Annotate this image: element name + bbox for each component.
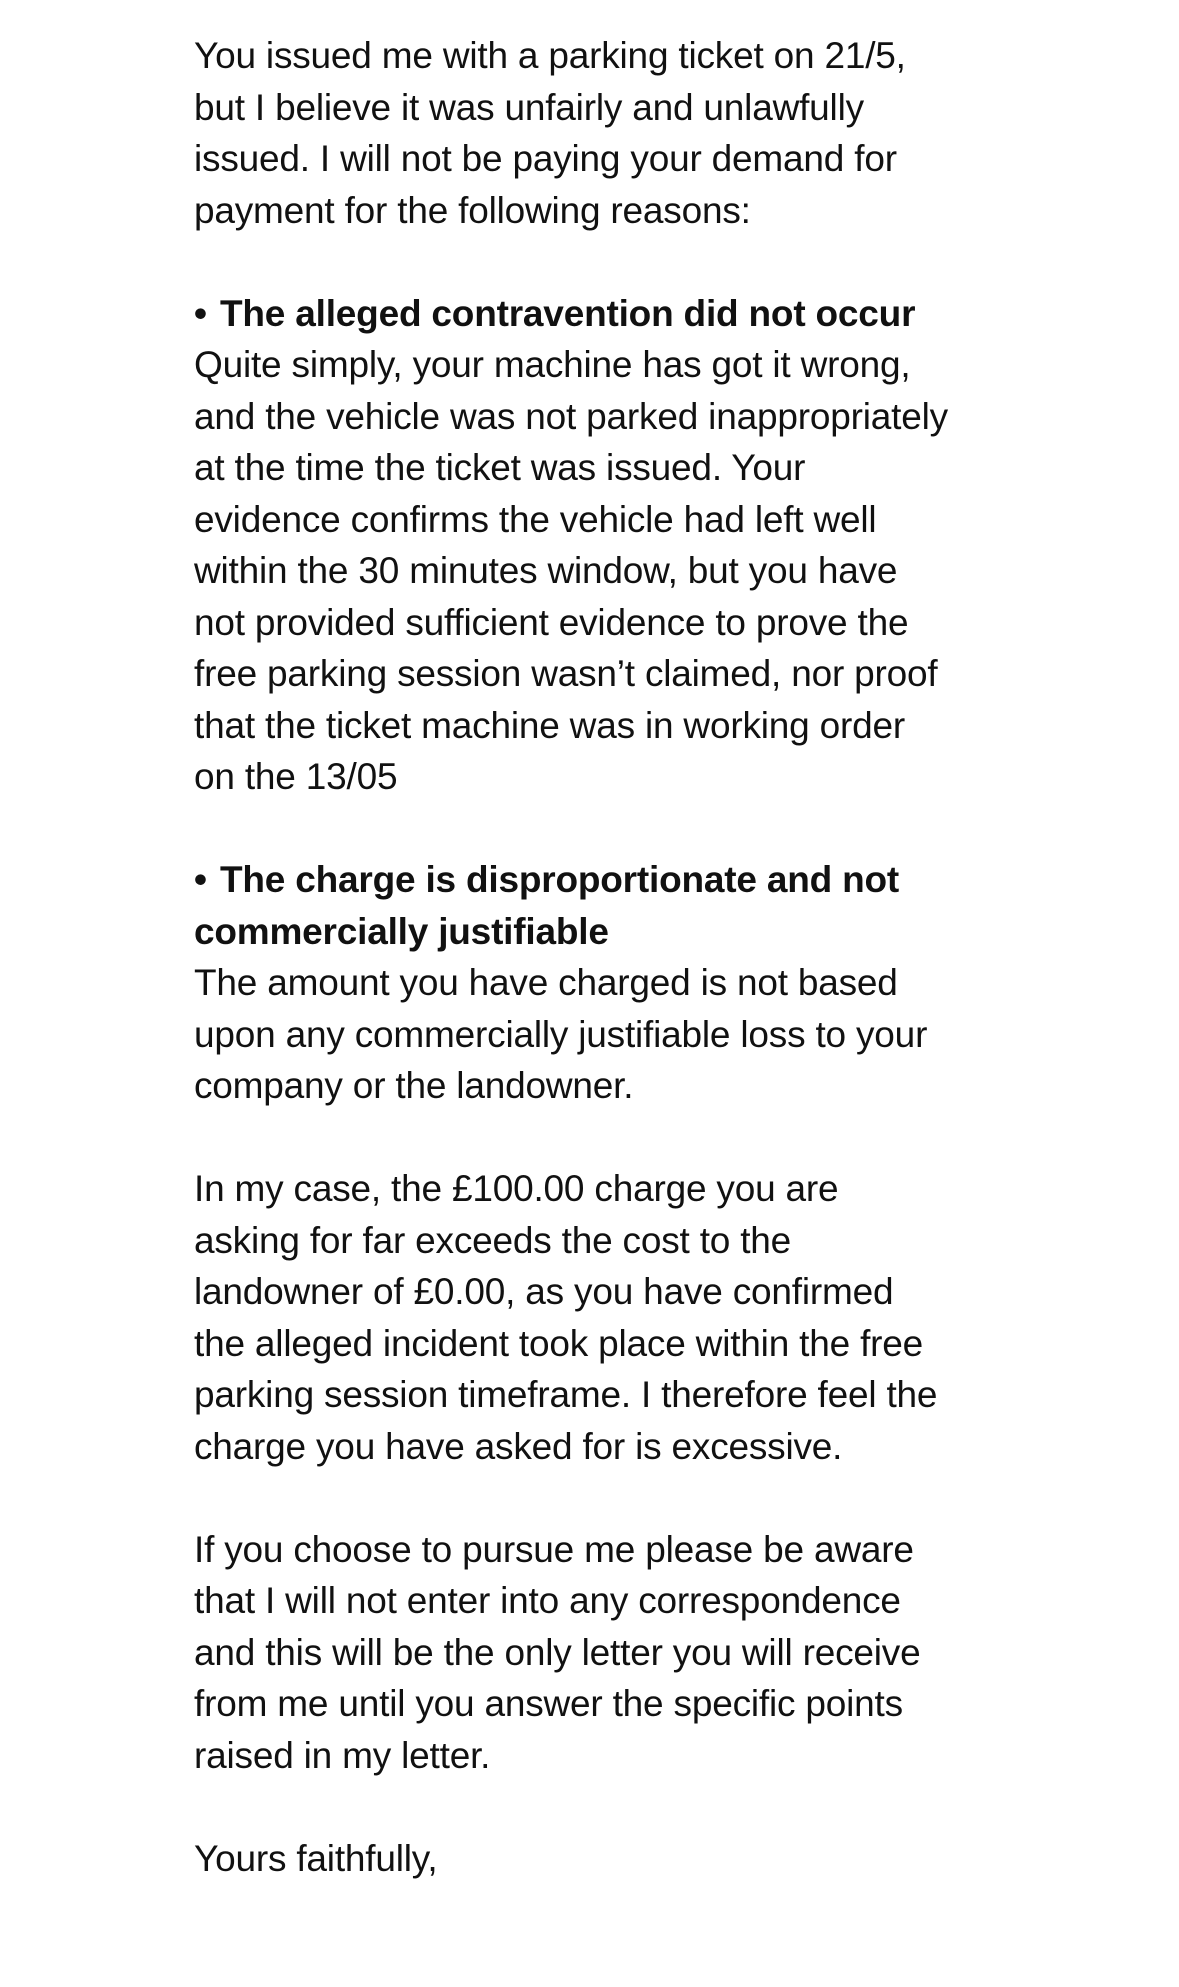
point-contravention-heading — [194, 288, 954, 340]
case-paragraph: In my case, the £100.00 charge you are asking for far exceeds the cost to the landowner of £0.00, as you have confirmed the alleged incident took place within the free parking session timeframe. I therefore feel the charge you have asked for is excessive. — [194, 1168, 938, 1467]
point-disproportionate-title: The charge is disproportionate and not commercially justifiable — [194, 859, 900, 952]
letter-body — [194, 30, 954, 1884]
point-contravention-body: Quite simply, your machine has got it wrong, and the vehicle was not parked inappropriately at the time the ticket was issued. Your evidence confirms the vehicle had left well within the 30 minutes window, but you have not provided sufficient evidence to prove the free parking session wasn’t claimed, nor proof that the ticket machine was in working order on the 13/05 — [194, 344, 948, 797]
pursue-paragraph: If you choose to pursue me please be aware that I will not enter into any correspondence and this will be the only letter you will receive from me until you answer the specific points raised in my letter. — [194, 1528, 921, 1776]
point-disproportionate-heading — [194, 854, 954, 957]
bullet-icon: • — [194, 292, 207, 334]
bullet-icon: • — [194, 859, 207, 900]
point-disproportionate — [194, 854, 954, 1112]
intro-paragraph: You issued me with a parking ticket on 21/5, but I believe it was unfairly and unlawfully issued. I will not be paying your demand for payment for the following reasons: — [194, 35, 906, 231]
point-disproportionate-body: The amount you have charged is not based upon any commercially justifiable loss to your company or the landowner. — [194, 962, 928, 1106]
point-contravention — [194, 288, 954, 803]
signoff: Yours faithfully, — [194, 1837, 438, 1879]
point-contravention-title: The alleged contravention did not occur — [220, 292, 916, 334]
